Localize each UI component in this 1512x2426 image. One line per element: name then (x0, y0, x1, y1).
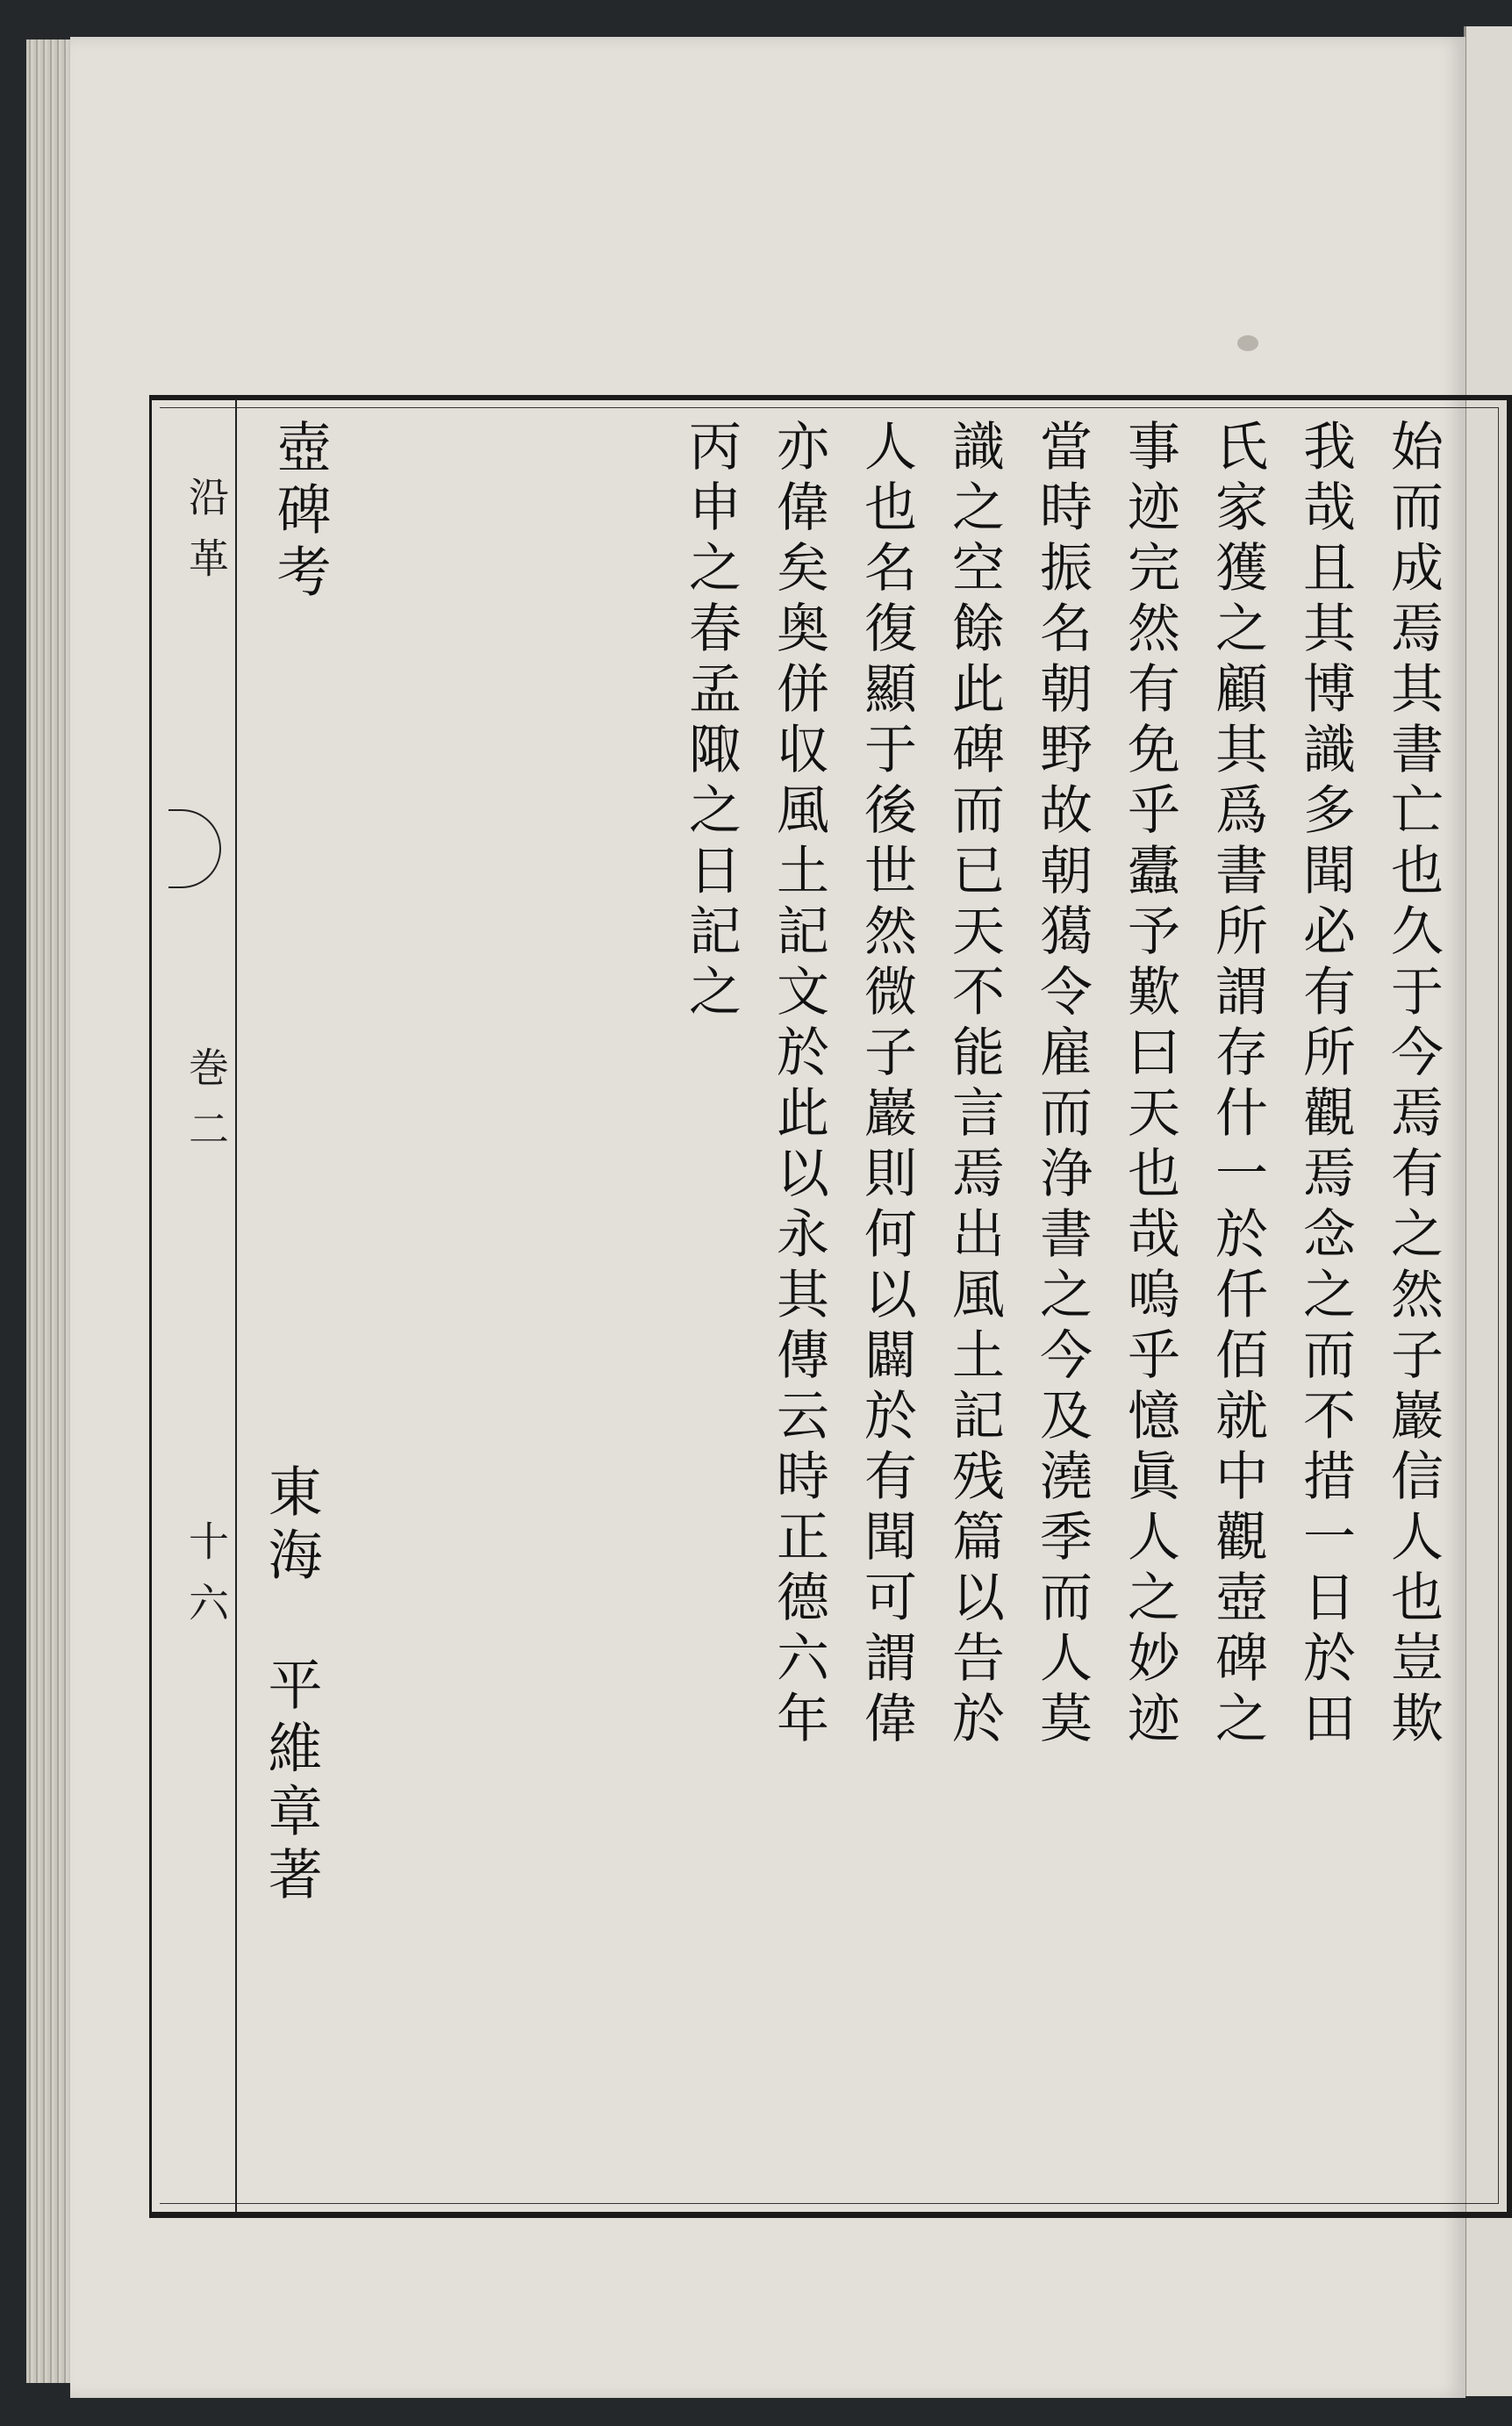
text-column-6: 識之空餘此碑而已天不能言焉出風土記残篇以告於 (943, 419, 1005, 1751)
paper-wormhole (1237, 335, 1258, 351)
text-column-2: 我哉且其博識多聞必有所觀焉念之而不措一日於田 (1294, 419, 1356, 1751)
text-column-8: 亦偉矣奥併収風土記文於此以永其傳云時正德六年 (768, 419, 829, 1751)
text-column-7: 人也名復顯于後世然微子巖則何以闢於有聞可謂偉 (856, 419, 917, 1751)
text-column-3: 氏家獲之顧其爲書所謂存什一於仟佰就中觀壺碑之 (1207, 419, 1268, 1751)
hashira (174, 476, 230, 2108)
text-column-1: 始而成焉其書亡也久于今焉有之然子巖信人也豈欺 (1382, 419, 1444, 1751)
spine-label: 沿革 (183, 476, 230, 599)
hashira-divider (235, 398, 237, 2213)
page-number: 十六 (183, 1520, 230, 1643)
volume-label: 巻二 (183, 1046, 230, 1169)
text-column-5: 當時振名朝野故朝獦令雇而浄書之今及澆季而人莫 (1031, 419, 1093, 1751)
author-name: 平維章著 (259, 1656, 323, 1909)
essay-title: 壺碑考 (268, 419, 332, 606)
text-column-4: 事迹完然有免乎蠹予歎曰天也哉嗚乎憶眞人之妙迹 (1119, 419, 1180, 1751)
book-page (70, 37, 1465, 2398)
text-column-9: 丙申之春孟陬之日記之 (680, 419, 742, 1024)
author-place: 東海 (259, 1463, 323, 1590)
